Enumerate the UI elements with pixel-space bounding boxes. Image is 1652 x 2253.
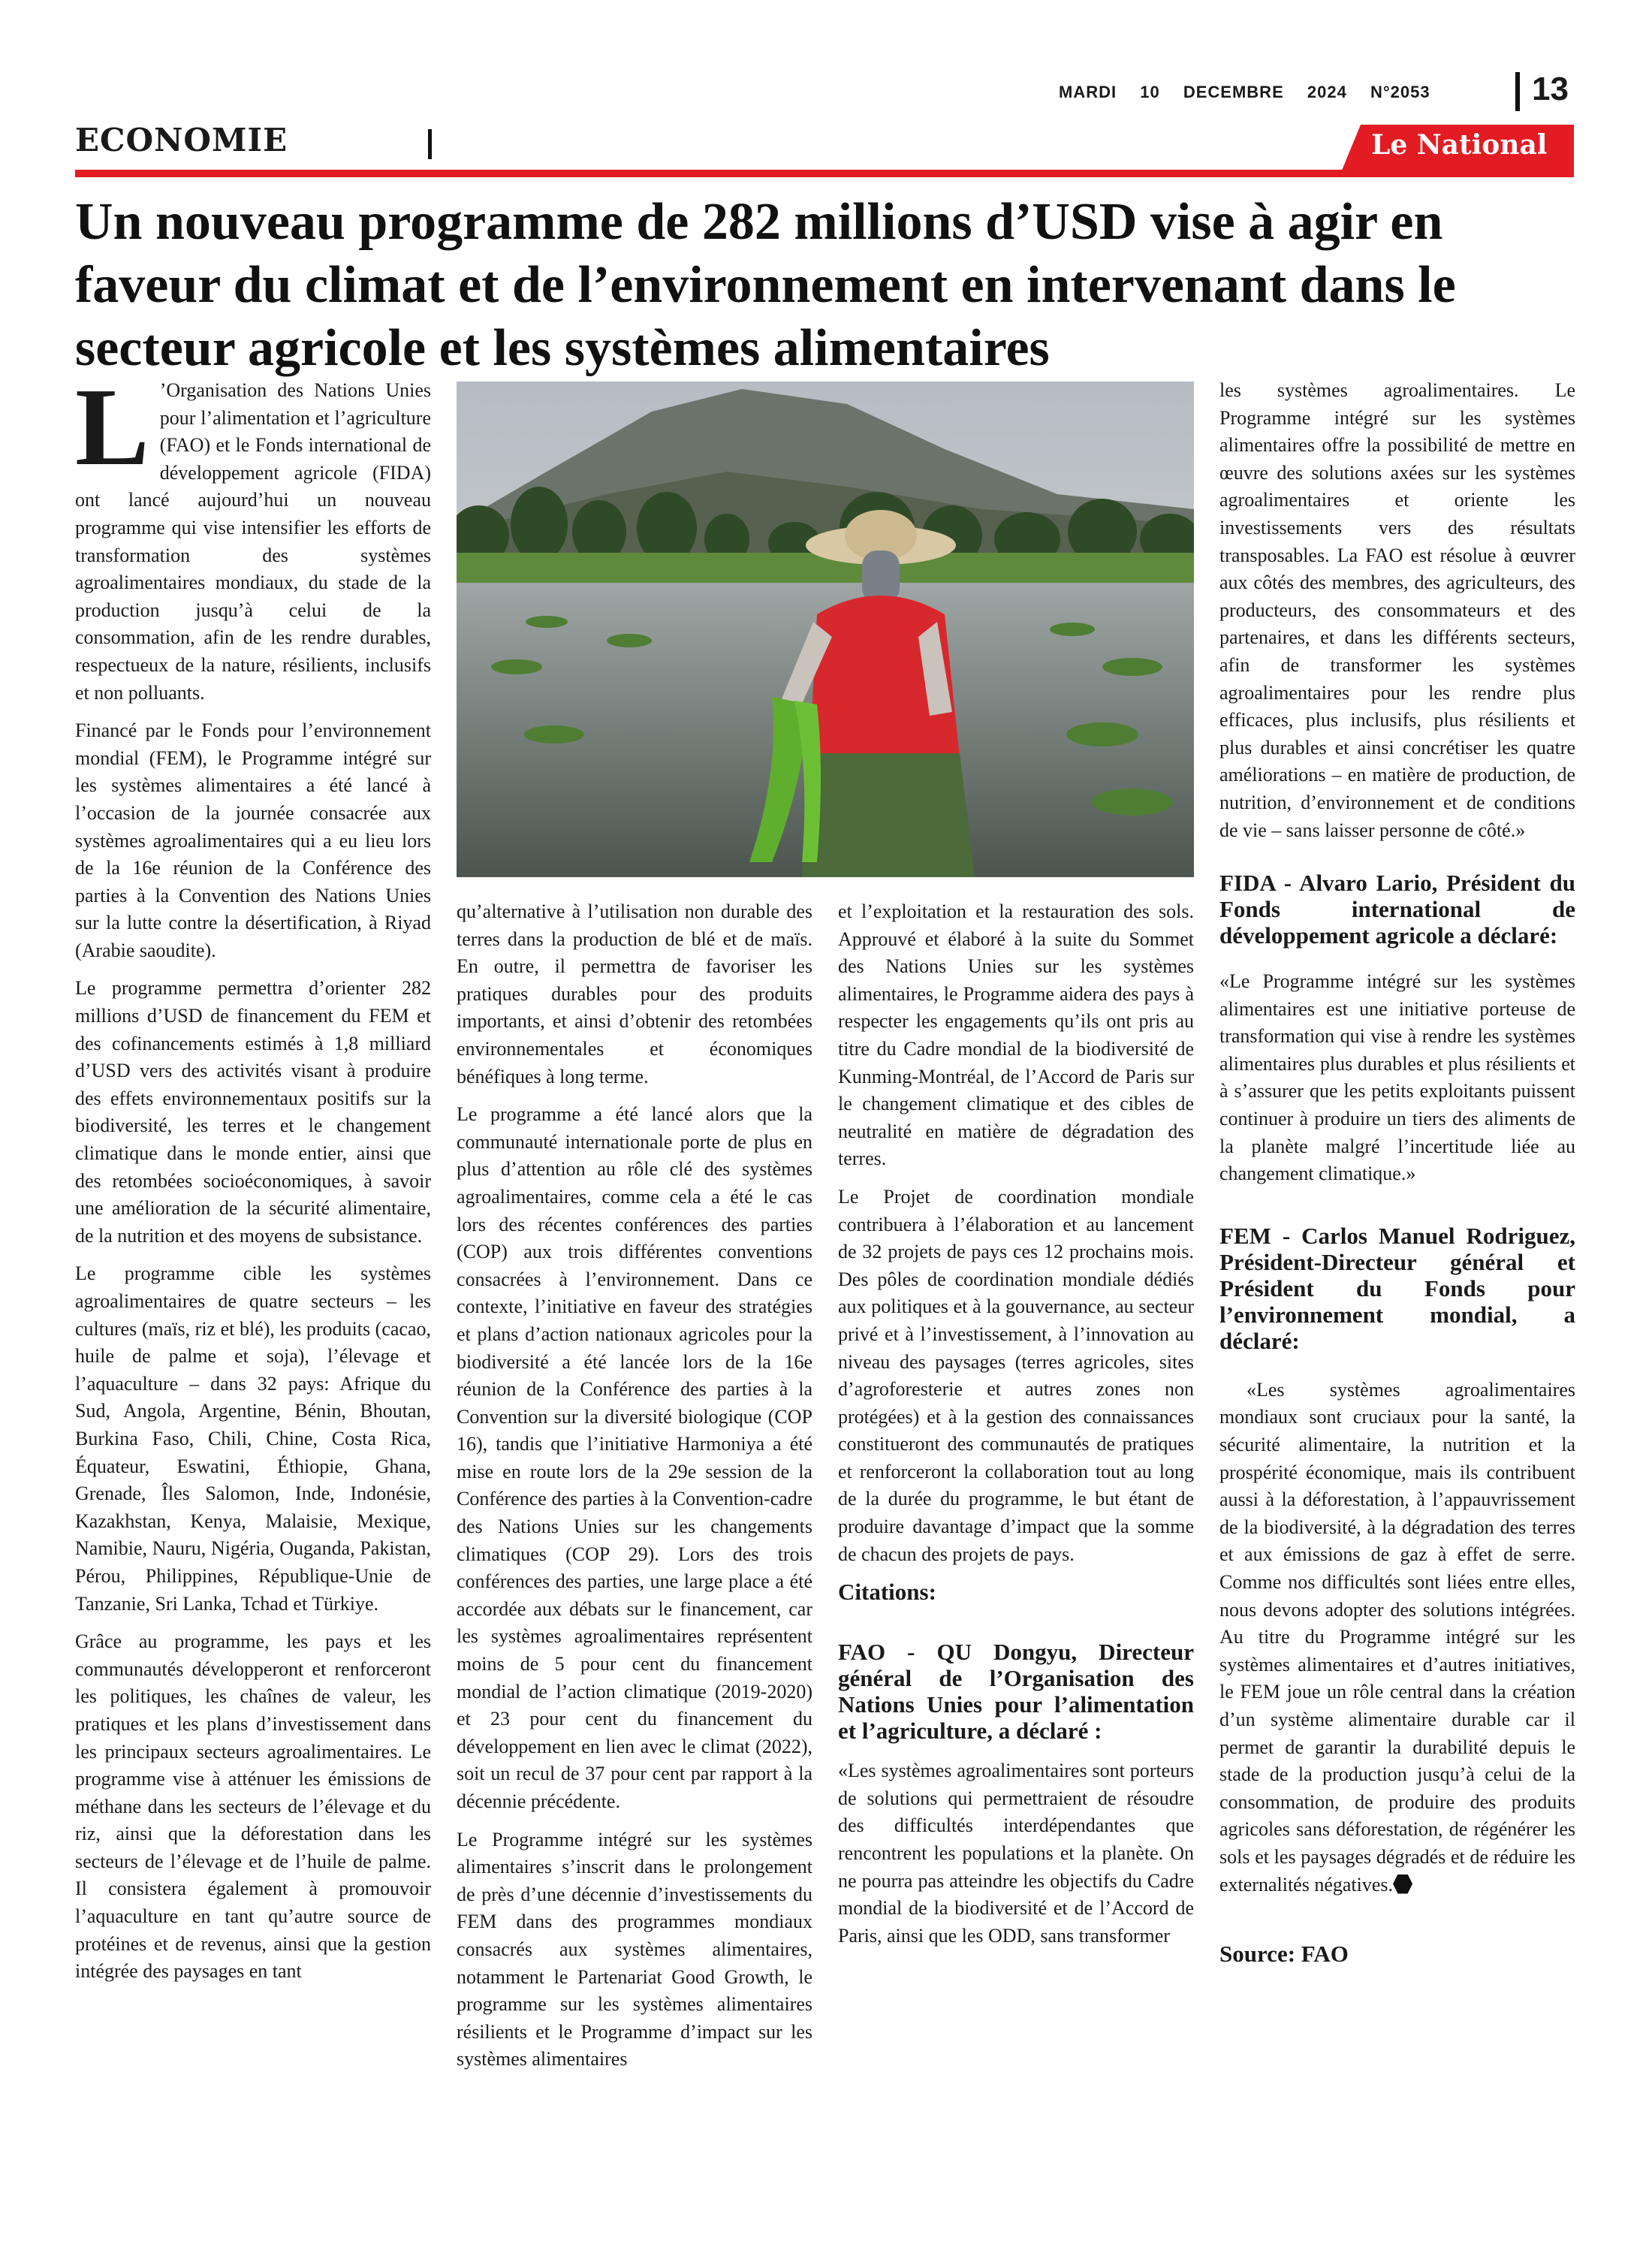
- fida-quote: «Le Programme intégré sur les systèmes alimentaires est une initiative porteuse de transformation qui vise à rendre les systèmes alimentaires plus durables et plus résilients et à s’assurer que les petits exploitants puissent continuer à produire un tiers des aliments de la planète malgré l’incertitude liée au changement climatique.»: [1219, 970, 1575, 1185]
- issue-day: MARDI: [1059, 83, 1117, 101]
- fem-quote-paragraph: [1219, 1377, 1575, 1899]
- section-divider: [428, 129, 432, 159]
- issue-number: N°2053: [1370, 83, 1430, 101]
- lead-paragraph: [75, 366, 431, 707]
- end-mark-icon: [1393, 1874, 1412, 1894]
- issue-date: [1059, 83, 1449, 102]
- article-column-4: [1219, 377, 1575, 1968]
- headline: Un nouveau programme de 282 millions d’USD vise à agir en faveur du climat et de l’environnement en intervenant dans le secteur agricole et les systèmes alimentaires: [75, 193, 1456, 377]
- fao-quote-continued: les systèmes agroalimentaires. Le Programme intégré sur les systèmes alimentaires offre la possibilité de mettre en œuvre des solutions axées sur les systèmes agroalimentaires et oriente les investissements vers des résultats transposables. La FAO est résolue à œuvrer aux côtés des membres, des agriculteurs, des producteurs, des consommateurs et des partenaires, et dans les différents secteurs, afin de transformer les systèmes agroalimentaires pour les rendre plus efficaces, plus inclusifs, plus résilients et plus durables et ainsi concrétiser les quatre améliorations – en matière de production, de nutrition, d’environnement et de conditions de vie – sans laisser personne de côté.»: [1219, 379, 1575, 841]
- fem-quote-heading: FEM - Carlos Manuel Rodriguez, Président-Directeur général et Président du Fonds pour l’environnement mondial, a déclaré:: [1219, 1222, 1575, 1354]
- page-divider: [1515, 72, 1520, 111]
- paragraph: Grâce au programme, les pays et les communautés développeront et renforceront les politiques, les chaînes de valeur, les pratiques et les plans d’investissement dans les principaux secteurs agroalimentaires. Le programme vise à atténuer les émissions de méthane dans les secteurs de l’élevage et du riz, ainsi que la déforestation dans les secteurs de l’élevage et de l’huile de palme. Il consistera également à promouvoir l’aquaculture en tant qu’autre source de protéines et de revenus, ainsi que la gestion intégrée des paysages en tant: [75, 1630, 431, 1983]
- paragraph: Le programme cible les systèmes agroalimentaires de quatre secteurs – les cultures (maïs, riz et blé), les produits (cacao, huile de palme et soja), l’élevage et l’aquaculture – dans 32 pays: Afrique du Sud, Angola, Argentine, Bénin, Bhoutan, Burkina Faso, Chili, Chine, Costa Rica, Équateur, Eswatini, Éthiopie, Ghana, Grenade, Îles Salomon, Inde, Indonésie, Kazakhstan, Kenya, Malaisie, Mexique, Namibie, Nauru, Nigéria, Ouganda, Pakistan, Pérou, Philippines, République-Unie de Tanzanie, Sri Lanka, Tchad et Türkiye.: [75, 1262, 431, 1615]
- page-number: 13: [1532, 71, 1569, 107]
- issue-month: DECEMBRE: [1183, 83, 1284, 101]
- fem-quote: «Les systèmes agroalimentaires mondiaux sont cruciaux pour la santé, la sécurité alimentaire, la nutrition et la prospérité économique, mais ils contribuent aussi à la déforestation, à l’appauvrissement de la biodiversité, à la dégradation des terres et aux émissions de gaz à effet de serre. Comme nos difficultés sont liées entre elles, nous devons adopter des solutions intégrées. Au titre du Programme intégré sur les systèmes alimentaires et d’autres initiatives, le FEM joue un rôle central dans la création d’un système alimentaire durable car il permet de garantir la durabilité depuis le stade de la production jusqu’à celui de la consommation, de produire des produits agricoles sans déforestation, de régénérer les sols et les paysages dégradés et de réduire les externalités négatives.: [1219, 1378, 1575, 1896]
- paragraph: Financé par le Fonds pour l’environnement mondial (FEM), le Programme intégré sur les systèmes alimentaires a été lancé à l’occasion de la journée consacrée aux systèmes agroalimentaires qui a eu lieu lors de la 16e réunion de la Conférence des parties à la Convention des Nations Unies sur la lutte contre la désertification, à Riyad (Arabie saoudite).: [75, 719, 431, 961]
- lead-text: ’Organisation des Nations Unies pour l’alimentation et l’agriculture (FAO) et le Fonds international de développement agricole (FIDA) ont lancé aujourd’hui un nouveau programme qui vise intensifier les efforts de transformation des systèmes agroalimentaires mondiaux, du stade de la production jusqu’à celui de la consommation, afin de les rendre durables, respectueux de la nature, résilients, inclusifs et non polluants.: [75, 379, 431, 704]
- drop-cap: L: [75, 366, 149, 489]
- paragraph: Le Programme intégré sur les systèmes alimentaires s’inscrit dans le prolongement de près d’une décennie d’investissements du FEM dans des programmes mondiaux consacrés aux systèmes alimentaires, notamment le Partenariat Good Growth, le programme sur les systèmes alimentaires résilients et le Programme d’impact sur les systèmes alimentaires: [457, 1828, 812, 2071]
- farmer-photo-illustration: [457, 382, 1194, 877]
- paragraph: Le Projet de coordination mondiale contribuera à l’élaboration et au lancement de 32 projets de pays ces 12 prochains mois. Des pôles de coordination mondiale dédiés aux politiques et à la gouvernance, au secteur privé et à l’investissement, à l’innovation au niveau des paysages (terres agricoles, sites d’agroforesterie et autres zones non protégées) et à la gestion des connaissances constitueront des communautés de pratiques et renforceront la collaboration tout au long de la durée du programme, le but étant de produire davantage d’impact que la somme de chacun des projets de pays.: [838, 1185, 1194, 1565]
- fida-quote-heading: FIDA - Alvaro Lario, Président du Fonds international de développement agricole a déclaré:: [1219, 870, 1575, 949]
- section-title: ECONOMIE: [75, 122, 288, 158]
- article-column-3: [838, 898, 1194, 1960]
- article-source: Source: FAO: [1219, 1941, 1349, 1968]
- article-column-2: [457, 898, 812, 2084]
- article-column-1: [75, 366, 431, 1996]
- citations-label: Citations:: [838, 1579, 936, 1606]
- paragraph: Le programme permettra d’orienter 282 millions d’USD de financement du FEM et des cofinancements estimés à 1,8 milliard d’USD vers des activités visant à produire des effets environnementaux positifs sur la biodiversité, les terres et le changement climatique dans le monde entier, ainsi que des retombées socioéconomiques, à savoir une amélioration de la sécurité alimentaire, de la nutrition et des moyens de subsistance.: [75, 977, 431, 1247]
- brand-name: Le National: [1371, 129, 1548, 161]
- fao-quote: «Les systèmes agroalimentaires sont porteurs de solutions qui permettraient de résoudre des difficultés interdépendantes que rencontrent les populations et la planète. On ne pourra pas atteindre les objectifs du Cadre mondial de la biodiversité et de l’Accord de Paris, ainsi que les ODD, sans transformer: [838, 1760, 1194, 1947]
- issue-date-number: 10: [1140, 83, 1160, 101]
- article-photo: [457, 382, 1194, 877]
- paragraph: et l’exploitation et la restauration des sols. Approuvé et élaboré à la suite du Sommet des Nations Unies sur les systèmes alimentaires, le Programme aidera des pays à respecter les engagements qu’ils ont pris au titre du Cadre mondial de la biodiversité de Kunming-Montréal, de l’Accord de Paris sur le changement climatique et des cibles de neutralité en matière de dégradation des terres.: [838, 900, 1194, 1170]
- paragraph: Le programme a été lancé alors que la communauté internationale porte de plus en plus d’attention au rôle clé des systèmes agroalimentaires, comme cela a été le cas lors des récentes conférences des parties (COP) aux trois différentes conventions consacrées à l’environnement. Dans ce contexte, l’initiative en faveur des stratégies et plans d’action nationaux agricoles pour la biodiversité a été lancée lors de la 16e réunion de la Conférence des parties à la Convention sur la diversité biologique (COP 16), tandis que l’initiative Harmoniya a été mise en route lors de la 29e session de la Conférence des parties à la Convention-cadre des Nations Unies sur les changements climatiques (COP 29). Lors des trois conférences des parties, une large place a été accordée aux débats sur le financement, car les systèmes agroalimentaires représentent moins de 5 pour cent du financement mondial de l’action climatique (2019-2020) et 23 pour cent du financement du développement en lien avec le climat (2022), soit un recul de 37 pour cent par rapport à la décennie précédente.: [457, 1103, 812, 1812]
- header-rule: [75, 170, 1574, 177]
- issue-year: 2024: [1307, 83, 1347, 101]
- fao-quote-heading: FAO - QU Dongyu, Directeur général de l’Organisation des Nations Unies pour l’alimentation et l’agriculture, a déclaré :: [838, 1639, 1194, 1745]
- paragraph: qu’alternative à l’utilisation non durable des terres dans la production de blé et de maïs. En outre, il permettra de favoriser les pratiques durables pour des produits importants, et ainsi d’obtenir des retombées environnementales et économiques bénéfiques à long terme.: [457, 900, 812, 1087]
